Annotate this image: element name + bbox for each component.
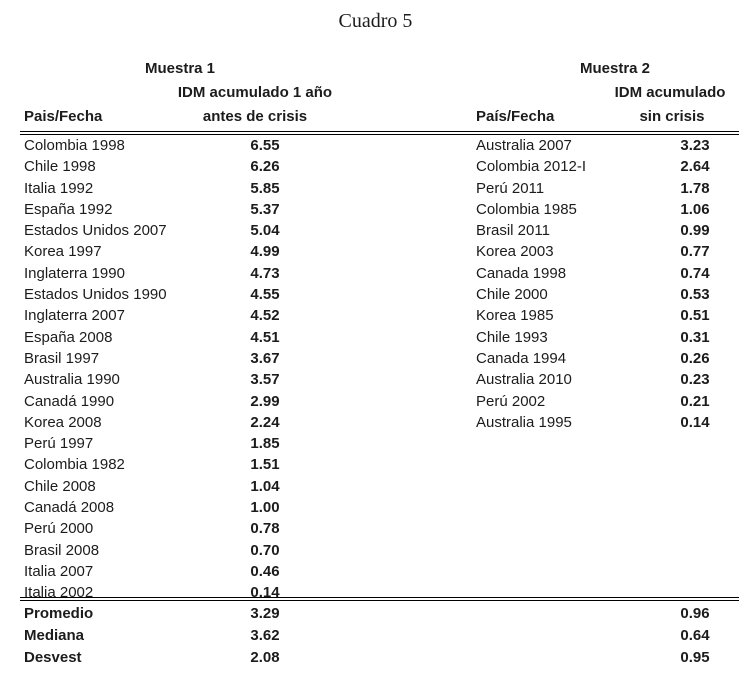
summary-label: Desvest: [24, 649, 82, 666]
muestra1-pais-fecha-cell: Canadá 2008: [24, 499, 115, 517]
muestra1-pais-fecha-cell: Perú 2000: [24, 520, 94, 538]
summary-value-m1: 2.08: [250, 649, 280, 666]
muestra1-pais-fecha-cell: España 2008: [24, 328, 113, 346]
muestra2-idm-column-header-line2: sin crisis: [639, 108, 705, 125]
muestra2-idm-cell: 0.51: [680, 307, 710, 325]
muestra1-idm-cell: 2.24: [250, 413, 280, 431]
muestra1-idm-cell: 1.04: [250, 477, 280, 495]
summary-label: Promedio: [24, 605, 94, 622]
muestra2-pais-fecha-cell: Australia 1995: [476, 413, 572, 431]
muestra1-pais-fecha-cell: Inglaterra 1990: [24, 264, 125, 282]
muestra1-pais-fecha-cell: Inglaterra 2007: [24, 307, 125, 325]
muestra2-idm-cell: 0.26: [680, 349, 710, 367]
muestra2-idm-cell: 1.06: [680, 200, 710, 218]
summary-label: Mediana: [24, 627, 85, 644]
table-row: [0, 476, 751, 497]
muestra1-idm-cell: 0.78: [250, 520, 280, 538]
muestra1-pais-fecha-cell: Perú 1997: [24, 435, 94, 453]
muestra2-pais-fecha-cell: Chile 1993: [476, 328, 548, 346]
muestra1-pais-fecha-cell: Korea 1997: [24, 243, 102, 261]
table-row: [0, 348, 751, 369]
muestra1-pais-fecha-cell: Italia 2007: [24, 562, 94, 580]
table-row: [0, 369, 751, 390]
summary-row-promedio: [0, 603, 751, 625]
muestra2-pais-fecha-cell: Canada 1998: [476, 264, 567, 282]
muestra1-idm-cell: 4.51: [250, 328, 280, 346]
table-row: [0, 284, 751, 305]
summary-rows: [0, 603, 751, 669]
summary-value-m2: 0.96: [680, 605, 710, 622]
table-rows: [0, 135, 751, 604]
muestra1-idm-column-header-line1: IDM acumulado 1 año: [177, 84, 333, 101]
muestra1-idm-cell: 1.00: [250, 499, 280, 517]
muestra1-pais-fecha-cell: Australia 1990: [24, 371, 120, 389]
muestra2-pais-fecha-cell: Chile 2000: [476, 286, 548, 304]
muestra2-idm-cell: 0.14: [680, 413, 710, 431]
muestra2-idm-cell: 0.21: [680, 392, 710, 410]
muestra1-idm-cell: 0.46: [250, 562, 280, 580]
muestra1-idm-column-header-line2: antes de crisis: [202, 108, 308, 125]
muestra1-idm-cell: 0.14: [250, 584, 280, 602]
muestra2-idm-cell: 3.23: [680, 137, 710, 154]
table-row: [0, 305, 751, 326]
summary-value-m1: 3.62: [250, 627, 280, 644]
table-row: [0, 454, 751, 475]
table-row: [0, 241, 751, 262]
muestra1-pais-fecha-cell: Brasil 2008: [24, 541, 100, 559]
table-row: [0, 263, 751, 284]
table-row: [0, 199, 751, 220]
muestra2-idm-column-header-line1: IDM acumulado: [614, 84, 726, 101]
muestra2-idm-cell: 1.78: [680, 179, 710, 197]
summary-row-desvest: [0, 647, 751, 669]
muestra2-idm-cell: 0.31: [680, 328, 710, 346]
muestra1-idm-cell: 4.99: [250, 243, 280, 261]
muestra1-idm-cell: 6.26: [250, 158, 280, 176]
muestra1-pais-fecha-column-header: Pais/Fecha: [24, 108, 103, 125]
muestra2-pais-fecha-column-header: País/Fecha: [476, 108, 555, 125]
summary-double-rule: [20, 597, 739, 601]
muestra1-idm-cell: 0.70: [250, 541, 280, 559]
muestra1-pais-fecha-cell: Colombia 1998: [24, 137, 125, 154]
muestra1-idm-cell: 2.99: [250, 392, 280, 410]
table-row: [0, 412, 751, 433]
muestra1-idm-cell: 4.55: [250, 286, 280, 304]
muestra1-pais-fecha-cell: Colombia 1982: [24, 456, 125, 474]
table-row: [0, 518, 751, 539]
muestra1-idm-cell: 5.04: [250, 222, 280, 240]
muestra1-pais-fecha-cell: España 1992: [24, 200, 113, 218]
muestra1-pais-fecha-cell: Estados Unidos 1990: [24, 286, 167, 304]
muestra1-header: Muestra 1: [144, 60, 216, 77]
muestra1-pais-fecha-cell: Chile 1998: [24, 158, 96, 176]
table-row: [0, 327, 751, 348]
muestra2-pais-fecha-cell: Colombia 1985: [476, 200, 577, 218]
table-row: [0, 156, 751, 177]
muestra2-pais-fecha-cell: Australia 2007: [476, 137, 572, 154]
muestra2-idm-cell: 0.77: [680, 243, 710, 261]
table-row: [0, 135, 751, 156]
muestra1-idm-cell: 1.51: [250, 456, 280, 474]
table-row: [0, 561, 751, 582]
table-row: [0, 391, 751, 412]
muestra1-pais-fecha-cell: Italia 2002: [24, 584, 94, 602]
muestra1-idm-cell: 4.52: [250, 307, 280, 325]
muestra2-pais-fecha-cell: Korea 2003: [476, 243, 554, 261]
muestra2-idm-cell: 0.99: [680, 222, 710, 240]
muestra2-pais-fecha-cell: Perú 2002: [476, 392, 546, 410]
muestra2-pais-fecha-cell: Brasil 2011: [476, 222, 550, 240]
muestra2-pais-fecha-cell: Perú 2011: [476, 179, 545, 197]
muestra2-pais-fecha-cell: Canada 1994: [476, 349, 567, 367]
table-row: [0, 433, 751, 454]
muestra2-idm-cell: 2.64: [680, 158, 710, 176]
muestra2-pais-fecha-cell: Australia 2010: [476, 371, 572, 389]
muestra1-pais-fecha-cell: Estados Unidos 2007: [24, 222, 167, 240]
muestra1-idm-cell: 3.57: [250, 371, 280, 389]
table-row: [0, 497, 751, 518]
table-row: [0, 178, 751, 199]
muestra1-idm-cell: 1.85: [250, 435, 280, 453]
table-row: [0, 540, 751, 561]
muestra2-pais-fecha-cell: Colombia 2012-I: [476, 158, 587, 176]
muestra1-pais-fecha-cell: Korea 2008: [24, 413, 102, 431]
muestra1-pais-fecha-cell: Brasil 1997: [24, 349, 100, 367]
muestra1-pais-fecha-cell: Italia 1992: [24, 179, 94, 197]
table-title: Cuadro 5: [338, 10, 413, 32]
muestra1-pais-fecha-cell: Canadá 1990: [24, 392, 115, 410]
muestra1-idm-cell: 6.55: [250, 137, 280, 154]
summary-value-m2: 0.64: [680, 627, 710, 644]
muestra1-idm-cell: 4.73: [250, 264, 280, 282]
muestra2-pais-fecha-cell: Korea 1985: [476, 307, 554, 325]
summary-row-mediana: [0, 625, 751, 647]
muestra1-idm-cell: 5.85: [250, 179, 280, 197]
table-row: [0, 220, 751, 241]
muestra2-idm-cell: 0.53: [680, 286, 710, 304]
muestra1-idm-cell: 3.67: [250, 349, 280, 367]
muestra2-idm-cell: 0.74: [680, 264, 710, 282]
muestra2-header: Muestra 2: [579, 60, 651, 77]
summary-value-m1: 3.29: [250, 605, 280, 622]
muestra2-idm-cell: 0.23: [680, 371, 710, 389]
muestra1-pais-fecha-cell: Chile 2008: [24, 477, 96, 495]
muestra1-idm-cell: 5.37: [250, 200, 280, 218]
summary-value-m2: 0.95: [680, 649, 710, 666]
